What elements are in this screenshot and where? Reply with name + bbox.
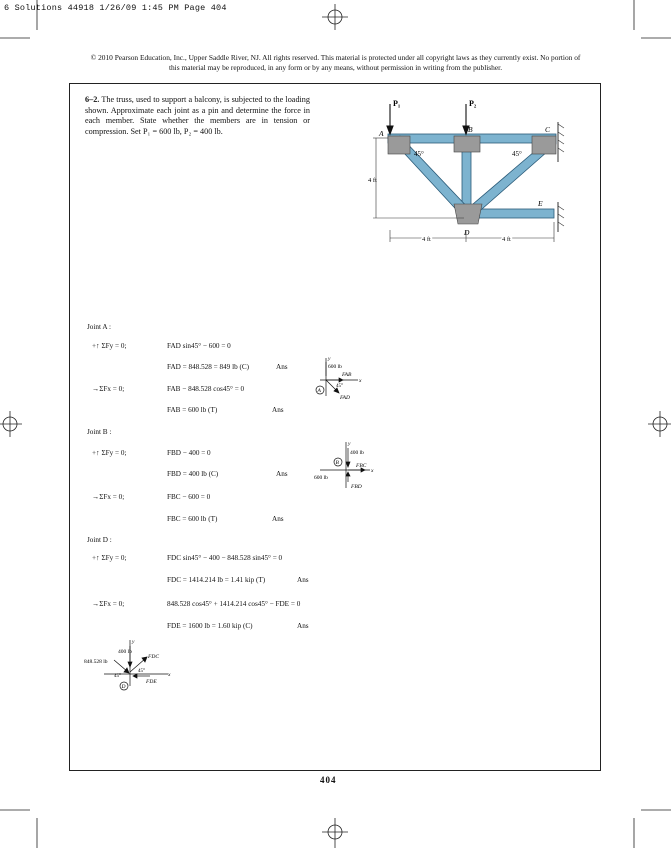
joint-d-eq-2: →ΣFx = 0; xyxy=(92,600,125,608)
registration-mark-top xyxy=(322,4,348,30)
fbd-a-y-label: y xyxy=(328,356,331,362)
joint-b-label: B xyxy=(468,125,473,134)
joint-a-ans-1: Ans xyxy=(276,363,288,371)
joint-d-label: D xyxy=(464,228,470,237)
fbd-joint-d xyxy=(84,636,174,694)
fbd-d-angle1-label: 45° xyxy=(114,674,121,679)
joint-d-heading: Joint D : xyxy=(87,536,112,544)
joint-b-expr-1: FBD − 400 = 0 xyxy=(167,449,211,457)
fbd-b-fbc-label: FBC xyxy=(356,463,367,469)
dimension-height: 4 ft xyxy=(368,177,377,184)
joint-b-expr-2: FBC − 600 = 0 xyxy=(167,493,211,501)
joint-e-label: E xyxy=(538,199,543,208)
joint-a-ans-2: Ans xyxy=(272,406,284,414)
fbd-a-x-label: x xyxy=(359,378,362,384)
fbd-d-x-label: x xyxy=(168,672,171,678)
fbd-d-load-label: 400 lb xyxy=(118,649,132,655)
dimension-span-2: 4 ft xyxy=(502,236,511,243)
fbd-b-y-label: y xyxy=(348,441,351,447)
fbd-d-fde-label: FDE xyxy=(146,679,157,685)
joint-a-eq-2: →ΣFx = 0; xyxy=(92,385,125,393)
joint-d-result-1: FDC = 1414.214 lb = 1.41 kip (T) xyxy=(167,576,266,584)
joint-a-label: A xyxy=(379,129,384,138)
angle-right-label: 45° xyxy=(512,150,522,158)
wall-supports xyxy=(558,122,564,232)
fbd-d-left-label: 848.528 lb xyxy=(84,659,108,665)
load-arrows xyxy=(387,104,469,134)
fbd-joint-b xyxy=(314,438,376,490)
joint-b-ans-2: Ans xyxy=(272,515,284,523)
joint-d-ans-1: Ans xyxy=(297,576,309,584)
fbd-d-fdc-label: FDC xyxy=(148,654,159,660)
fbd-a-angle-label: 45° xyxy=(336,384,343,389)
fbd-a-fad-label: FAD xyxy=(340,395,350,401)
fbd-a-load-label: 600 lb xyxy=(328,364,342,370)
problem-number: 6–2. xyxy=(85,95,100,104)
fbd-d-y-label: y xyxy=(132,639,135,645)
joint-b-eq-1: +↑ ΣFy = 0; xyxy=(92,449,127,457)
registration-mark-right xyxy=(648,411,671,437)
print-slug: 6 Solutions 44918 1/26/09 1:45 PM Page 404 xyxy=(4,3,227,13)
joint-b-result-1: FBD = 400 lb (C) xyxy=(167,470,219,478)
joint-a-heading: Joint A : xyxy=(87,323,111,331)
joint-a-result-1: FAD = 848.528 = 849 lb (C) xyxy=(167,363,250,371)
fbd-b-left-label: 600 lb xyxy=(314,475,328,481)
fbd-b-x-label: x xyxy=(371,468,374,474)
fbd-a-joint-label: A xyxy=(317,388,321,394)
joint-d-ans-2: Ans xyxy=(297,622,309,630)
joint-c-label: C xyxy=(545,125,551,134)
problem-text: The truss, used to support a balcony, is subjected to the loading shown. Approximate each joint as a pin and determine the force in each member. State whether the members are in tension or compression. Set P₁ = 600 lb, P₂ = 400 lb. xyxy=(85,95,310,136)
joint-d-eq-1: +↑ ΣFy = 0; xyxy=(92,554,127,562)
page-number: 404 xyxy=(320,775,337,785)
joint-d-expr-1: FDC sin45° − 400 − 848.528 sin45° = 0 xyxy=(167,554,283,562)
fbd-d-joint-label: D xyxy=(121,684,126,690)
angle-left-label: 45° xyxy=(414,150,424,158)
load-p1-label: P₁ xyxy=(393,99,401,108)
joint-d-result-2: FDE = 1600 lb = 1.60 kip (C) xyxy=(167,622,253,630)
joint-b-heading: Joint B : xyxy=(87,428,112,436)
fbd-a-fab-label: FAB xyxy=(342,372,352,378)
joint-a-expr-1: FAD sin45° − 600 = 0 xyxy=(167,342,231,350)
joint-a-result-2: FAB = 600 lb (T) xyxy=(167,406,218,414)
joint-a-eq-1: +↑ ΣFy = 0; xyxy=(92,342,127,350)
copyright-notice: © 2010 Pearson Education, Inc., Upper Saddle River, NJ. All rights reserved. This material is protected under all copyright laws as they currently exist. No portion of this material may be reproduced, in any form or by any means, without permission in writing from the publisher. xyxy=(90,53,581,72)
joint-b-result-2: FBC = 600 lb (T) xyxy=(167,515,218,523)
fbd-joint-a xyxy=(310,354,362,406)
joint-a-expr-2: FAB − 848.528 cos45° = 0 xyxy=(167,385,245,393)
registration-mark-bottom xyxy=(322,818,348,848)
load-p2-label: P₂ xyxy=(469,99,477,108)
joint-d-expr-2: 848.528 cos45° + 1414.214 cos45° − FDE = 0 xyxy=(167,600,301,608)
dimension-span-1: 4 ft xyxy=(422,236,431,243)
joint-b-ans-1: Ans xyxy=(276,470,288,478)
fbd-d-angle2-label: 45° xyxy=(138,669,145,674)
registration-mark-left xyxy=(0,411,22,437)
joint-b-eq-2: →ΣFx = 0; xyxy=(92,493,125,501)
fbd-b-fbd-label: FBD xyxy=(351,484,362,490)
fbd-b-joint-label: B xyxy=(335,460,339,466)
fbd-b-load-label: 400 lb xyxy=(350,450,364,456)
truss-figure xyxy=(370,92,570,252)
problem-statement xyxy=(85,95,310,137)
